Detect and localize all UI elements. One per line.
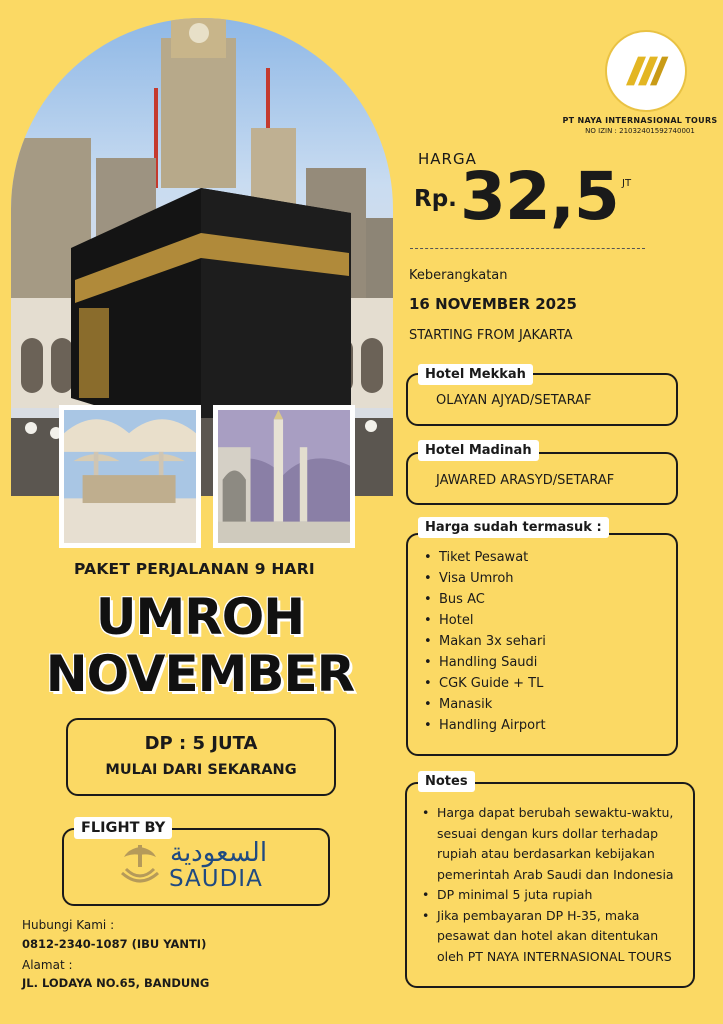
saudia-emblem-icon	[118, 843, 162, 889]
hotel-mekkah-list	[420, 390, 591, 411]
airline-name-arabic: السعودية	[170, 838, 268, 868]
airline-name: SAUDIA	[169, 866, 263, 892]
hotel-madinah-title: Hotel Madinah	[418, 440, 539, 461]
price-unit: JT	[622, 178, 632, 189]
hotel-madinah-list	[420, 470, 614, 491]
dp-box	[66, 718, 336, 796]
package-title-line2: NOVEMBER	[45, 645, 355, 703]
package-title-line1: UMROH	[95, 588, 305, 646]
list-item: • CGK Guide + TL	[423, 673, 678, 694]
nabawi-minaret-photo	[213, 405, 355, 548]
list-item: • Makan 3x sehari	[423, 631, 678, 652]
company-name: PT NAYA INTERNASIONAL TOURS	[562, 116, 718, 125]
list-item: • Handling Airport	[423, 715, 678, 736]
notes-list-wrap	[405, 803, 693, 967]
list-item: • Hotel	[423, 610, 678, 631]
list-item: • Bus AC	[423, 589, 678, 610]
list-item: JAWARED ARASYD/SETARAF	[436, 473, 615, 488]
dp-subtitle: MULAI DARI SEKARANG	[105, 762, 297, 778]
contact-label: Hubungi Kami :	[22, 918, 115, 932]
notes-title: Notes	[418, 771, 475, 792]
flight-label: FLIGHT BY	[74, 817, 172, 839]
address-value: JL. LODAYA NO.65, BANDUNG	[22, 976, 210, 990]
list-item: • Tiket Pesawat	[423, 547, 678, 568]
price-label: HARGA	[418, 150, 477, 168]
list-item: • Harga dapat berubah sewaktu-waktu, sesuai dengan kurs dollar terhadap rupiah atau berdasarkan kebijakan pemerintah Arab Saudi dan Indonesia	[421, 803, 683, 885]
departure-date: 16 NOVEMBER 2025	[409, 295, 577, 313]
includes-list-wrap	[406, 547, 678, 736]
departure-label: Keberangkatan	[409, 268, 508, 283]
hotel-mekkah-title: Hotel Mekkah	[418, 364, 533, 385]
license-number: NO IZIN : 21032401592740001	[585, 127, 695, 135]
address-label: Alamat :	[22, 958, 73, 972]
list-item: • Jika pembayaran DP H-35, maka pesawat dan hotel akan ditentukan oleh PT NAYA INTERNASIONAL TOURS	[421, 906, 683, 968]
list-item: • Manasik	[423, 694, 678, 715]
departure-from: STARTING FROM JAKARTA	[409, 328, 573, 343]
list-item: • Handling Saudi	[423, 652, 678, 673]
list-item: OLAYAN AJYAD/SETARAF	[436, 393, 592, 408]
includes-title: Harga sudah termasuk :	[418, 517, 609, 538]
contact-phone: 0812-2340-1087 (IBU YANTI)	[22, 937, 207, 951]
dp-title: DP : 5 JUTA	[144, 733, 258, 754]
list-item: • Visa Umroh	[423, 568, 678, 589]
madinah-umbrellas-photo	[59, 405, 201, 548]
price-amount: 32,5	[460, 158, 619, 235]
price-currency: Rp.	[414, 186, 457, 212]
package-duration: PAKET PERJALANAN 9 HARI	[74, 560, 315, 578]
price-divider	[410, 248, 645, 249]
company-logo	[605, 30, 687, 112]
list-item: • DP minimal 5 juta rupiah	[421, 885, 683, 906]
